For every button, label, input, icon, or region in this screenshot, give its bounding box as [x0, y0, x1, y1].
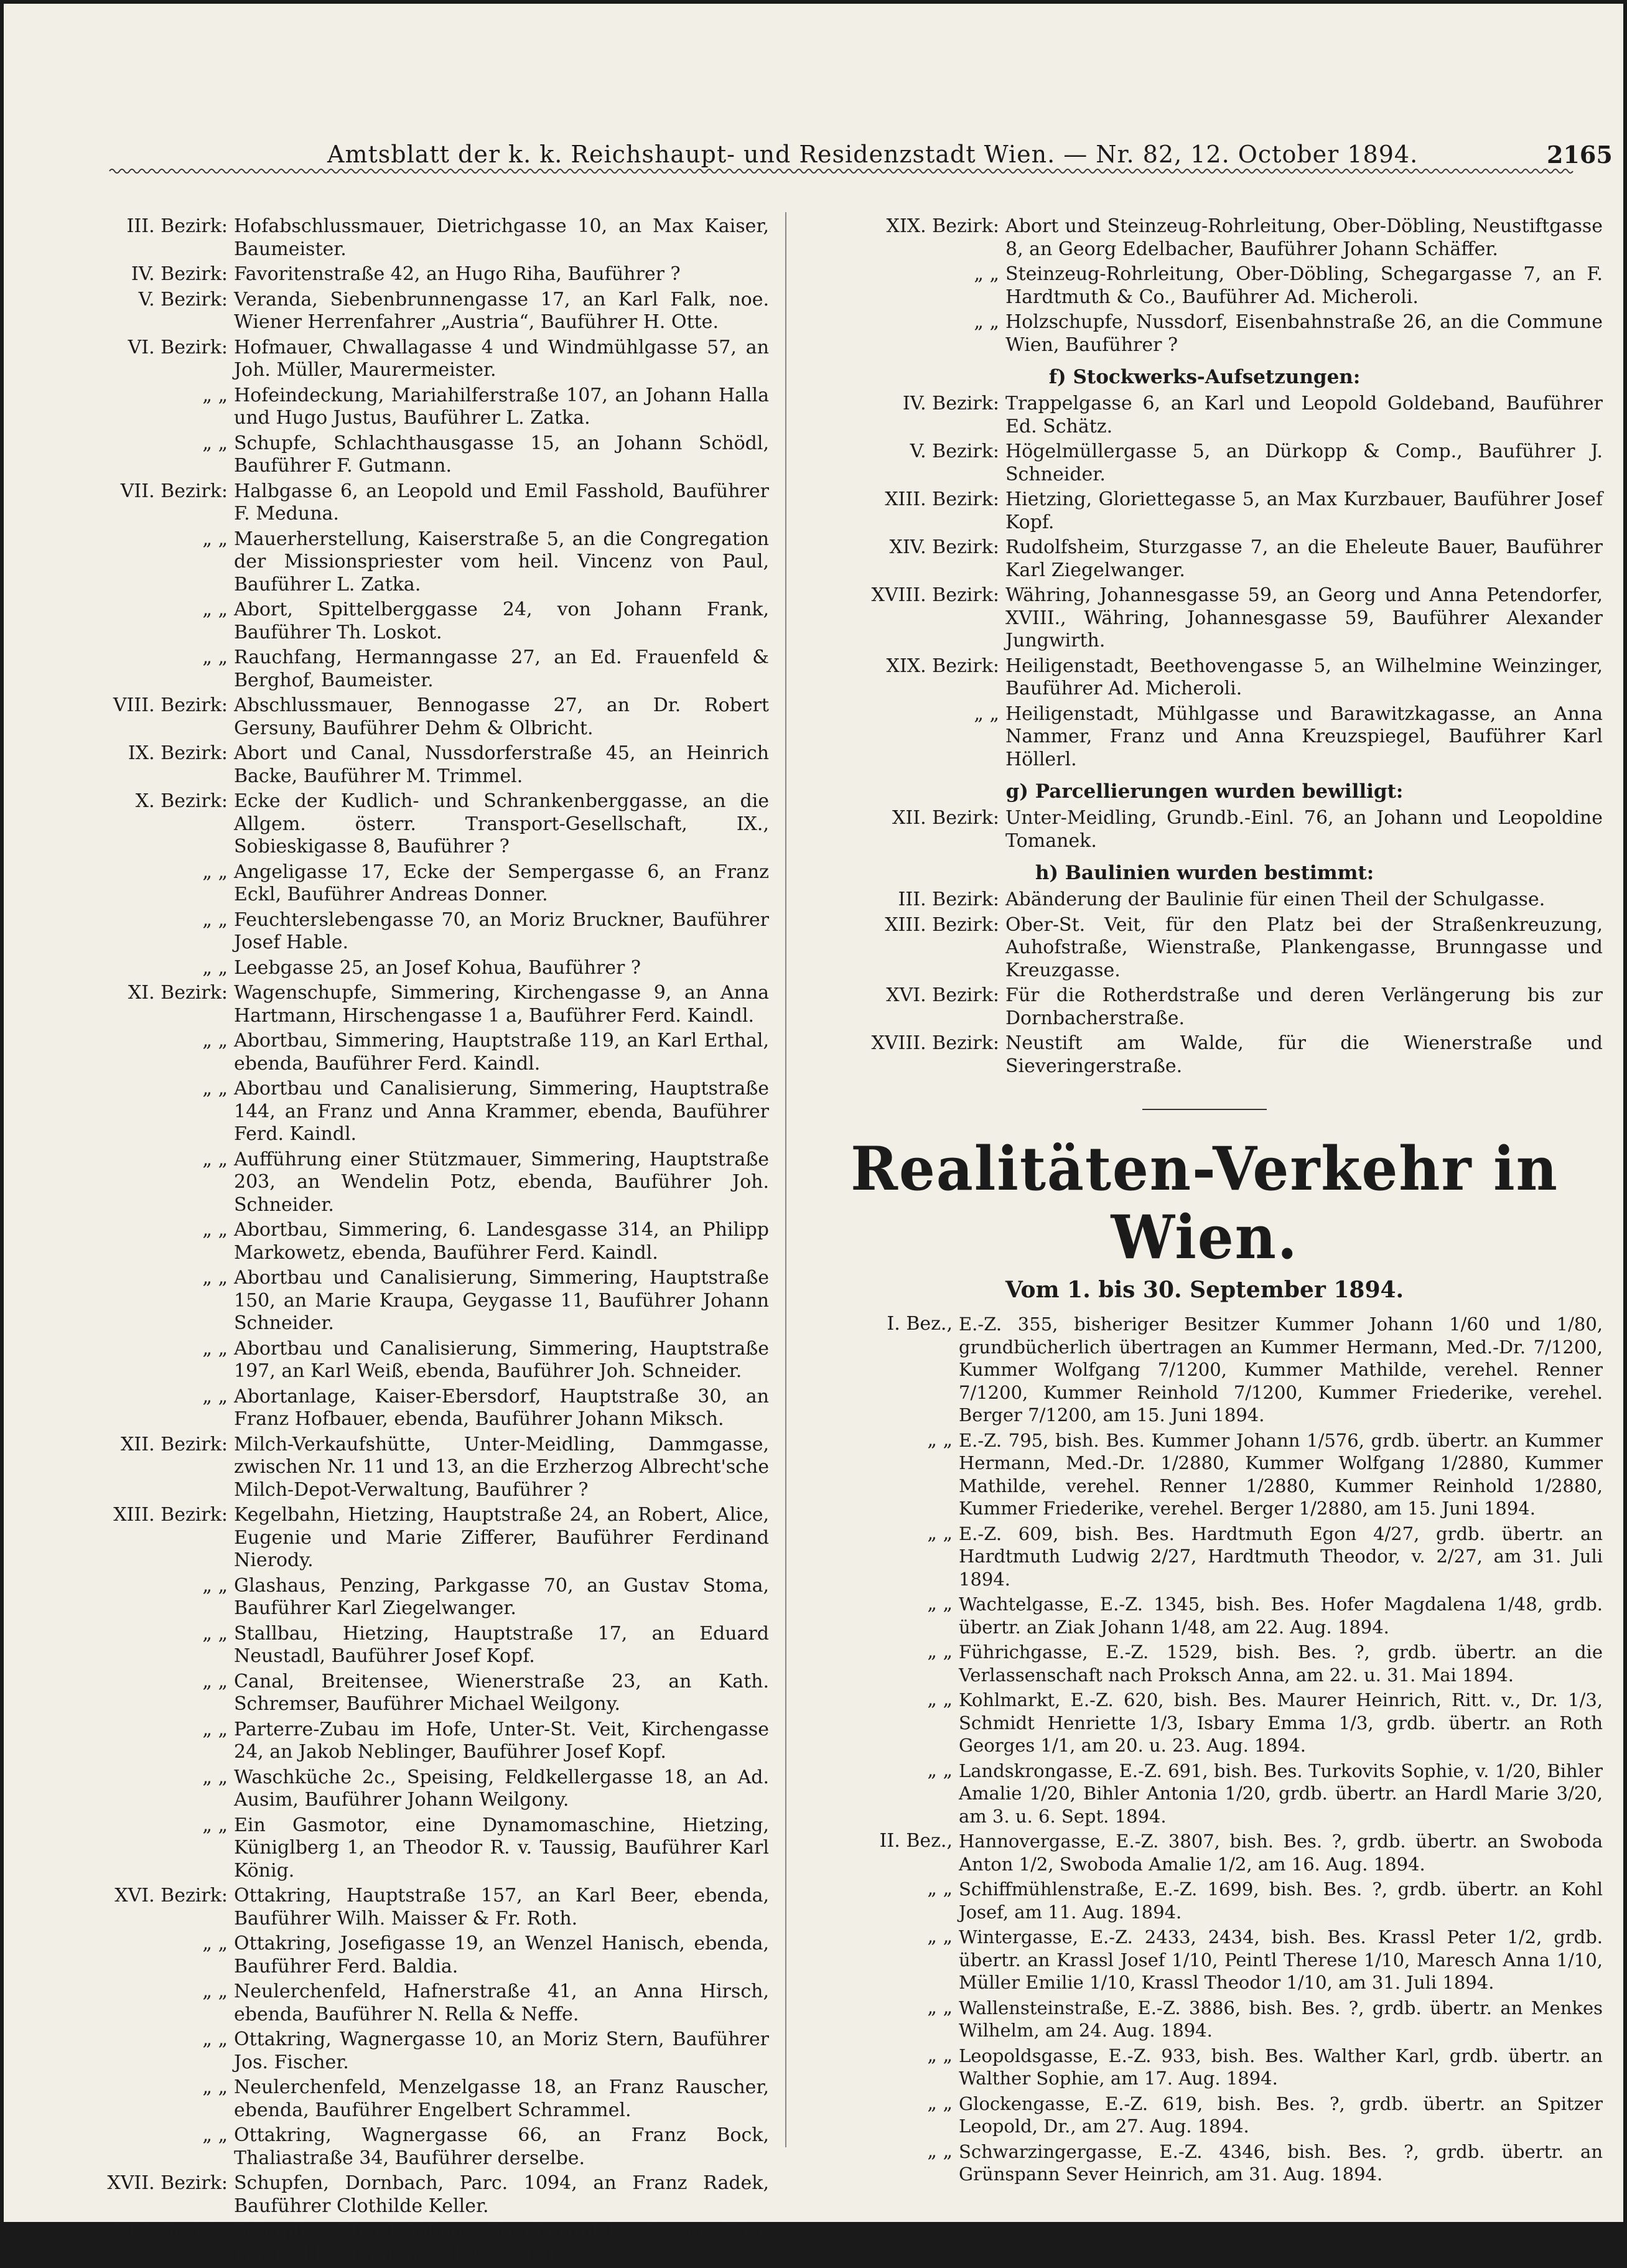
district-label: XVI. Bezirk:	[114, 1885, 228, 1906]
entry-text: Ecke der Kudlich- und Schrankenberggasse, an die Allgem. österr. Transport-Gesellschaft, IX., Sobieskigasse 8, Bauführer ?	[234, 790, 769, 857]
list-item	[66, 1149, 769, 1217]
entry-text: Abänderung der Baulinie für einen Theil der Schulgasse.	[1005, 889, 1545, 910]
list-item	[66, 2172, 769, 2218]
entry-text: Abortbau und Canalisierung, Simmering, Hauptstraße 144, an Franz und Anna Krammer, ebenda, Bauführer Ferd. Kaindl.	[234, 1078, 769, 1145]
district-label: „ „	[974, 311, 999, 333]
list-item	[66, 1338, 769, 1383]
district-label: V. Bezirk:	[138, 288, 228, 310]
entry-text: Währing, Johannesgasse 59, an Georg und Anna Petendorfer, XVIII., Währing, Johannesgasse 59, Bauführer Alexander Jungwirth.	[1005, 584, 1603, 651]
district-label: „ „	[202, 1766, 228, 1788]
list-item	[66, 2124, 769, 2170]
list-item	[66, 861, 769, 907]
right-top-entries	[806, 215, 1603, 357]
district-label: XIV. Bezirk:	[889, 536, 999, 558]
list-item	[806, 1760, 1603, 1828]
district-label: „ „	[927, 1996, 953, 2018]
entry-text: Canal, Breitensee, Wienerstraße 23, an Kath. Schremser, Bauführer Michael Weilgony.	[234, 1670, 769, 1715]
entry-text: Neulerchenfeld, Menzelgasse 18, an Franz Rauscher, ebenda, Bauführer Engelbert Schrammel.	[234, 2076, 769, 2121]
entry-text: Abort, Spittelberggasse 24, von Johann Frank, Bauführer Th. Loskot.	[234, 599, 769, 643]
district-label: VI. Bezirk:	[128, 336, 228, 358]
district-label: „ „	[202, 528, 228, 550]
district-label: „ „	[202, 956, 228, 979]
list-item	[806, 584, 1603, 653]
entry-text: Favoritenstraße 42, an Hugo Riha, Bauführer ?	[234, 263, 681, 285]
district-label: „ „	[202, 1337, 228, 1360]
entry-text: Schupfe, Schlachthausgasse 15, an Johann Schödl, Bauführer F. Gutmann.	[234, 432, 769, 477]
entry-text: E.-Z. 795, bish. Bes. Kummer Johann 1/576, grdb. übertr. an Kummer Hermann, Med.-Dr. 1/2880, Kummer Wolfgang 1/2880, Kummer Mathilde, verehel. Renner 1/2880, Kummer Reinhold 1/2880, Kummer Friederike, verehel. Berger 1/2880, am 15. Juni 1894.	[959, 1429, 1603, 1519]
district-label: III. Bezirk:	[126, 215, 228, 237]
list-item	[66, 528, 769, 597]
header-wavy-rule	[110, 167, 1565, 175]
entry-text: Abortbau, Simmering, Hauptstraße 119, an Karl Erthal, ebenda, Bauführer Ferd. Kaindl.	[234, 1030, 769, 1075]
district-label: „ „	[927, 1593, 953, 1615]
page-header-title: Amtsblatt der k. k. Reichshaupt- und Residenzstadt Wien. — Nr. 82, 12. October 1894.	[327, 141, 1419, 168]
list-item	[66, 957, 769, 980]
list-item	[806, 488, 1603, 534]
list-item	[66, 1933, 769, 1978]
list-item	[806, 441, 1603, 486]
entry-text: Parterre-Zubau im Hofe, Unter-St. Veit, Kirchengasse 24, an Jakob Neblinger, Bauführer Josef Kopf.	[234, 1718, 769, 1763]
list-item	[66, 385, 769, 430]
entry-text: Kegelbahn, Hietzing, Hauptstraße 24, an Robert, Alice, Eugenie und Marie Zifferer, Bauführer Ferdinand Nierody.	[234, 1504, 769, 1571]
entry-text: Schupfen, Dornbach, Parc. 1094, an Franz Radek, Bauführer Clothilde Keller.	[234, 2172, 769, 2217]
entry-text: Waschküche 2c., Speising, Feldkellergasse 18, an Ad. Ausim, Bauführer Johann Weilgony.	[234, 1766, 769, 1811]
list-item	[66, 599, 769, 644]
list-item	[806, 807, 1603, 852]
list-item	[806, 914, 1603, 982]
list-item	[806, 703, 1603, 772]
list-item	[66, 742, 769, 788]
entry-text: Schiffmühlenstraße, E.-Z. 1699, bish. Bes. ?, grdb. übertr. an Kohl Josef, am 11. Aug. 1894.	[959, 1878, 1603, 1923]
entry-text: Milch-Verkaufshütte, Unter-Meidling, Dammgasse, zwischen Nr. 11 und 13, an die Erzherzog Albrecht'sche Milch-Depot-Verwaltung, Bauführer ?	[234, 1433, 769, 1501]
entry-text: Neulerchenfeld, Hafnerstraße 41, an Anna Hirsch, ebenda, Bauführer N. Rella & Neffe.	[234, 1981, 769, 2025]
entry-text: Ottakring, Hauptstraße 157, an Karl Beer, ebenda, Bauführer Wilh. Maisser & Fr. Roth.	[234, 1885, 769, 1930]
entry-text: Heiligenstadt, Mühlgasse und Barawitzkagasse, an Anna Nammer, Franz und Anna Kreuzspiegel, Bauführer Karl Höllerl.	[1005, 702, 1603, 770]
district-label: XII. Bezirk:	[892, 807, 999, 829]
district-label: „ „	[202, 1574, 228, 1597]
entry-text: Steinzeug-Rohrleitung, Ober-Döbling, Schegargasse 7, an F. Hardtmuth & Co., Bauführer Ad. Micheroli.	[1005, 263, 1603, 308]
list-item	[66, 790, 769, 859]
list-item	[806, 215, 1603, 261]
district-label: X. Bezirk:	[135, 790, 228, 812]
list-item	[806, 1689, 1603, 1757]
section-h-entries	[806, 889, 1603, 1078]
entry-text: Hannovergasse, E.-Z. 3807, bish. Bes. ?, grdb. übertr. an Swoboda Anton 1/2, Swoboda Amalie 1/2, am 16. Aug. 1894.	[959, 1831, 1603, 1875]
entry-text: Schupfe, Ober-Döbling, Sonnbergplatz 4, an Elise Pampichler, Bauführer Joh. Schäffer.	[234, 2220, 769, 2265]
list-item	[806, 984, 1603, 1030]
entry-text: Trappelgasse 6, an Karl und Leopold Goldeband, Bauführer Ed. Schätz.	[1005, 393, 1603, 437]
district-label: XIX. Bezirk:	[114, 2220, 228, 2242]
district-label: XIII. Bezirk:	[885, 913, 999, 936]
entry-text: Holzschupfe, Nussdorf, Eisenbahnstraße 26, an die Commune Wien, Bauführer ?	[1005, 311, 1603, 356]
district-label: „ „	[927, 1689, 953, 1710]
list-item	[66, 2076, 769, 2122]
list-item	[806, 2093, 1603, 2138]
realitaeten-subtitle: Vom 1. bis 30. September 1894.	[1005, 1277, 1404, 1303]
district-label: „ „	[202, 1078, 228, 1099]
list-item	[806, 655, 1603, 701]
list-item	[806, 1997, 1603, 2042]
entry-text: Schwarzingergasse, E.-Z. 4346, bish. Bes. ?, grdb. übertr. an Grünspann Sever Heinrich, am 31. Aug. 1894.	[959, 2140, 1603, 2185]
entry-text: Landskrongasse, E.-Z. 691, bish. Bes. Turkovits Sophie, v. 1/20, Bihler Amalie 1/20, Bihler Antonia 1/20, grdb. übertr. an Hardl Marie 3/20, am 3. u. 6. Sept. 1894.	[959, 1760, 1603, 1827]
district-label: IV. Bezirk:	[902, 393, 999, 414]
district-label: „ „	[927, 2140, 953, 2162]
entry-text: Halbgasse 6, an Leopold und Emil Fasshold, Bauführer F. Meduna.	[234, 480, 769, 525]
entry-text: Glashaus, Penzing, Parkgasse 70, an Gustav Stoma, Bauführer Karl Ziegelwanger.	[234, 1574, 769, 1619]
district-label: XI. Bezirk:	[128, 982, 228, 1004]
list-item	[66, 432, 769, 478]
list-item	[806, 1313, 1603, 1427]
list-item	[66, 1885, 769, 1930]
list-item	[806, 1926, 1603, 1994]
district-label: „ „	[927, 1641, 953, 1663]
entry-text: Wintergasse, E.-Z. 2433, 2434, bish. Bes. Krassl Peter 1/2, grdb. übertr. an Krassl Josef 1/10, Peintl Therese 1/10, Maresch Anna 1/10, Müller Emilie 1/10, Krassl Theodor 1/10, am 31. Juli 1894.	[959, 1926, 1603, 1993]
list-item	[66, 480, 769, 526]
district-label: „ „	[202, 384, 228, 406]
realitaeten-entries	[806, 1313, 1603, 2186]
section-f-entries	[806, 393, 1603, 771]
district-label: „ „	[202, 1814, 228, 1836]
list-item	[66, 263, 769, 286]
list-item	[66, 1219, 769, 1264]
list-item	[806, 263, 1603, 309]
entry-text: Ein Gasmotor, eine Dynamomaschine, Hietzing, Küniglberg 1, an Theodor R. v. Taussig, Bauführer Karl König.	[234, 1814, 769, 1882]
section-g-entries	[806, 807, 1603, 852]
entry-text: Hofabschlussmauer, Dietrichgasse 10, an Max Kaiser, Baumeister.	[234, 215, 769, 260]
entry-text: Ottakring, Wagnergasse 10, an Moriz Stern, Bauführer Jos. Fischer.	[234, 2028, 769, 2073]
district-label: XIII. Bezirk:	[113, 1504, 228, 1526]
realitaeten-title: Realitäten-Verkehr in Wien.	[851, 1134, 1559, 1272]
district-label: VIII. Bezirk:	[113, 694, 228, 716]
section-f-heading: f) Stockwerks-Aufsetzungen:	[1048, 366, 1361, 388]
entry-text: Unter-Meidling, Grundb.-Einl. 76, an Johann und Leopoldine Tomanek.	[1005, 807, 1603, 852]
page-number: 2165	[1547, 141, 1613, 169]
list-item	[66, 2220, 769, 2266]
list-item	[66, 909, 769, 954]
list-item	[66, 982, 769, 1027]
district-label: „ „	[974, 263, 999, 285]
entry-text: Wallensteinstraße, E.-Z. 3886, bish. Bes. ?, grdb. übertr. an Menkes Wilhelm, am 24. Aug. 1894.	[959, 1997, 1603, 2041]
entry-text: Für die Rotherdstraße und deren Verlängerung bis zur Dornbacherstraße.	[1005, 984, 1603, 1029]
district-label: „ „	[202, 1385, 228, 1407]
list-item	[806, 1593, 1603, 1638]
entry-text: Ottakring, Wagnergasse 66, an Franz Bock, Thaliastraße 34, Bauführer derselbe.	[234, 2124, 769, 2169]
list-item	[806, 393, 1603, 438]
list-item	[806, 1641, 1603, 1686]
entry-text: Neustift am Walde, für die Wienerstraße und Sieveringerstraße.	[1005, 1032, 1603, 1077]
district-label: XVI. Bezirk:	[886, 984, 999, 1006]
list-item	[66, 1719, 769, 1764]
entry-text: Führichgasse, E.-Z. 1529, bish. Bes. ?, grdb. übertr. an die Verlassenschaft nach Proksch Anna, am 22. u. 31. Mai 1894.	[959, 1641, 1603, 1686]
list-item	[66, 1623, 769, 1668]
list-item	[806, 1878, 1603, 1923]
list-item	[66, 1671, 769, 1716]
district-label: „ „	[202, 1981, 228, 2002]
district-label: „ „	[202, 2028, 228, 2050]
district-label: „ „	[202, 1267, 228, 1289]
entry-text: Wachtelgasse, E.-Z. 1345, bish. Bes. Hofer Magdalena 1/48, grdb. übertr. an Ziak Johann 1/48, am 22. Aug. 1894.	[959, 1594, 1603, 1638]
district-label: „ „	[927, 1522, 953, 1544]
list-item	[66, 1575, 769, 1620]
entry-text: Abortbau und Canalisierung, Simmering, Hauptstraße 197, an Karl Weiß, ebenda, Bauführer Joh. Schneider.	[234, 1337, 769, 1382]
list-item	[66, 337, 769, 382]
district-label: „ „	[202, 2124, 228, 2146]
list-item	[806, 311, 1603, 357]
list-item	[66, 1766, 769, 1812]
entry-text: Mauerherstellung, Kaiserstraße 5, an die Congregation der Missionspriester vom heil. Vincenz von Paul, Bauführer L. Zatka.	[234, 528, 769, 595]
entry-text: Abortanlage, Kaiser-Ebersdorf, Hauptstraße 30, an Franz Hofbauer, ebenda, Bauführer Johann Miksch.	[234, 1385, 769, 1430]
entry-text: Abortbau und Canalisierung, Simmering, Hauptstraße 150, an Marie Kraupa, Geygasse 11, Bauführer Johann Schneider.	[234, 1267, 769, 1334]
district-label: „ „	[927, 1878, 953, 1900]
entry-text: Ottakring, Josefigasse 19, an Wenzel Hanisch, ebenda, Bauführer Ferd. Baldia.	[234, 1933, 769, 1977]
list-item	[66, 1386, 769, 1431]
entry-text: Abort und Canal, Nussdorferstraße 45, an Heinrich Backe, Bauführer M. Trimmel.	[234, 742, 769, 787]
entry-text: Leopoldsgasse, E.-Z. 933, bish. Bes. Walther Karl, grdb. übertr. an Walther Sophie, am 17. Aug. 1894.	[959, 2045, 1603, 2089]
district-label: IV. Bezirk:	[131, 263, 228, 285]
right-column	[806, 215, 1603, 2188]
entry-text: Rauchfang, Hermanngasse 27, an Ed. Frauenfeld & Berghof, Baumeister.	[234, 646, 769, 691]
entry-text: E.-Z. 355, bisheriger Besitzer Kummer Johann 1/60 und 1/80, grundbücherlich übertragen an Kummer Hermann, Med.-Dr. 7/1200, Kummer Wolfgang 7/1200, Kummer Mathilde, verehel. Renner 7/1200, Kummer Reinhold 7/1200, Kummer Friederike, verehel. Berger 7/1200, am 15. Juni 1894.	[959, 1314, 1603, 1426]
entry-text: Abortbau, Simmering, 6. Landesgasse 314, an Philipp Markowetz, ebenda, Bauführer Ferd. Kaindl.	[234, 1219, 769, 1264]
list-item	[66, 694, 769, 740]
entry-text: Abschlussmauer, Bennogasse 27, an Dr. Robert Gersuny, Bauführer Dehm & Olbricht.	[234, 694, 769, 739]
entry-text: Högelmüllergasse 5, an Dürkopp & Comp., Bauführer J. Schneider.	[1005, 441, 1603, 485]
list-item	[66, 646, 769, 692]
left-column	[66, 215, 769, 2268]
district-label: XIX. Bezirk:	[886, 215, 999, 237]
district-label: XVII. Bezirk:	[107, 2172, 228, 2194]
district-label: I. Bez.,	[887, 1313, 953, 1335]
district-label: „ „	[927, 2044, 953, 2066]
district-label: „ „	[202, 1219, 228, 1241]
district-label: „ „	[927, 1926, 953, 1948]
entry-text: Glockengasse, E.-Z. 619, bish. Bes. ?, grdb. übertr. an Spitzer Leopold, Dr., am 27. Aug. 1894.	[959, 2093, 1603, 2137]
district-label: „ „	[202, 1933, 228, 1954]
district-label: „ „	[927, 1429, 953, 1451]
list-item	[66, 1504, 769, 1572]
list-item	[66, 1267, 769, 1335]
district-label: XIII. Bezirk:	[885, 488, 999, 510]
entry-text: Hofmauer, Chwallagasse 4 und Windmühlgasse 57, an Joh. Müller, Maurermeister.	[234, 336, 769, 381]
entry-text: Kohlmarkt, E.-Z. 620, bish. Bes. Maurer Heinrich, Ritt. v., Dr. 1/3, Schmidt Henriette 1/3, Isbary Emma 1/3, grdb. übertr. an Roth Georges 1/1, am 20. u. 23. Aug. 1894.	[959, 1689, 1603, 1756]
section-divider	[1142, 1109, 1267, 1110]
list-item	[806, 2045, 1603, 2090]
list-item	[66, 289, 769, 334]
list-item	[806, 2140, 1603, 2186]
list-item	[806, 1830, 1603, 1875]
district-label: XVIII. Bezirk:	[871, 1032, 999, 1054]
list-item	[806, 1429, 1603, 1520]
district-label: „ „	[974, 702, 999, 725]
entry-text: Rudolfsheim, Sturzgasse 7, an die Eheleute Bauer, Bauführer Karl Ziegelwanger.	[1005, 536, 1603, 581]
entry-text: Ober-St. Veit, für den Platz bei der Straßenkreuzung, Auhofstraße, Wienstraße, Plankengasse, Brunngasse und Kreuzgasse.	[1005, 913, 1603, 981]
entry-text: Veranda, Siebenbrunnengasse 17, an Karl Falk, noe. Wiener Herrenfahrer „Austria“, Bauführer H. Otte.	[234, 288, 769, 333]
list-item	[66, 1814, 769, 1883]
entry-text: Hietzing, Gloriettegasse 5, an Max Kurzbauer, Bauführer Josef Kopf.	[1005, 488, 1603, 533]
entry-text: Aufführung einer Stützmauer, Simmering, Hauptstraße 203, an Wendelin Potz, ebenda, Bauführer Joh. Schneider.	[234, 1148, 769, 1216]
list-item	[66, 215, 769, 261]
list-item	[806, 1523, 1603, 1591]
district-label: „ „	[202, 2076, 228, 2098]
newspaper-page	[4, 4, 1623, 2265]
district-label: „ „	[202, 1030, 228, 1052]
entry-text: Hofeindeckung, Mariahilferstraße 107, an Johann Halla und Hugo Justus, Bauführer L. Zatka.	[234, 384, 769, 429]
entry-text: Abort und Steinzeug-Rohrleitung, Ober-Döbling, Neustiftgasse 8, an Georg Edelbacher, Bauführer Johann Schäffer.	[1005, 215, 1603, 260]
district-label: „ „	[202, 1622, 228, 1645]
district-label: „ „	[202, 1670, 228, 1692]
district-label: „ „	[202, 1718, 228, 1740]
list-item	[66, 1078, 769, 1146]
column-divider	[785, 212, 786, 2147]
entry-text: Wagenschupfe, Simmering, Kirchengasse 9, an Anna Hartmann, Hirschengasse 1 a, Bauführer Ferd. Kaindl.	[234, 982, 769, 1027]
list-item	[66, 1030, 769, 1075]
entry-text: Angeligasse 17, Ecke der Sempergasse 6, an Franz Eckl, Bauführer Andreas Donner.	[234, 861, 769, 905]
entry-text: Stallbau, Hietzing, Hauptstraße 17, an Eduard Neustadl, Bauführer Josef Kopf.	[234, 1622, 769, 1667]
list-item	[66, 1981, 769, 2026]
district-label: VII. Bezirk:	[120, 480, 228, 502]
district-label: IX. Bezirk:	[128, 742, 228, 764]
district-label: „ „	[927, 1759, 953, 1781]
list-item	[806, 536, 1603, 582]
list-item	[66, 2028, 769, 2074]
district-label: „ „	[927, 2092, 953, 2114]
district-label: „ „	[202, 1148, 228, 1170]
district-label: „ „	[202, 599, 228, 620]
entry-text: Heiligenstadt, Beethovengasse 5, an Wilhelmine Weinzinger, Bauführer Ad. Micheroli.	[1005, 655, 1603, 699]
district-label: „ „	[202, 646, 228, 668]
district-label: XII. Bezirk:	[121, 1433, 228, 1455]
district-label: „ „	[202, 432, 228, 454]
district-label: XIX. Bezirk:	[886, 655, 999, 677]
district-label: III. Bezirk:	[898, 889, 999, 910]
entry-text: Feuchterslebengasse 70, an Moriz Bruckner, Bauführer Josef Hable.	[234, 908, 769, 953]
district-label: „ „	[202, 861, 228, 883]
entry-text: Leebgasse 25, an Josef Kohua, Bauführer ?	[234, 956, 641, 979]
list-item	[66, 1434, 769, 1502]
district-label: XVIII. Bezirk:	[871, 584, 999, 606]
district-label: V. Bezirk:	[910, 441, 999, 462]
list-item	[806, 1032, 1603, 1078]
list-item	[806, 889, 1603, 912]
section-g-heading: g) Parcellierungen wurden bewilligt:	[1005, 780, 1404, 803]
district-label: II. Bez.,	[879, 1830, 953, 1852]
district-label: „ „	[202, 908, 228, 931]
section-h-heading: h) Baulinien wurden bestimmt:	[1035, 862, 1374, 884]
entry-text: E.-Z. 609, bish. Bes. Hardtmuth Egon 4/27, grdb. übertr. an Hardtmuth Ludwig 2/27, Hardtmuth Theodor, v. 2/27, am 31. Juli 1894.	[959, 1523, 1603, 1590]
